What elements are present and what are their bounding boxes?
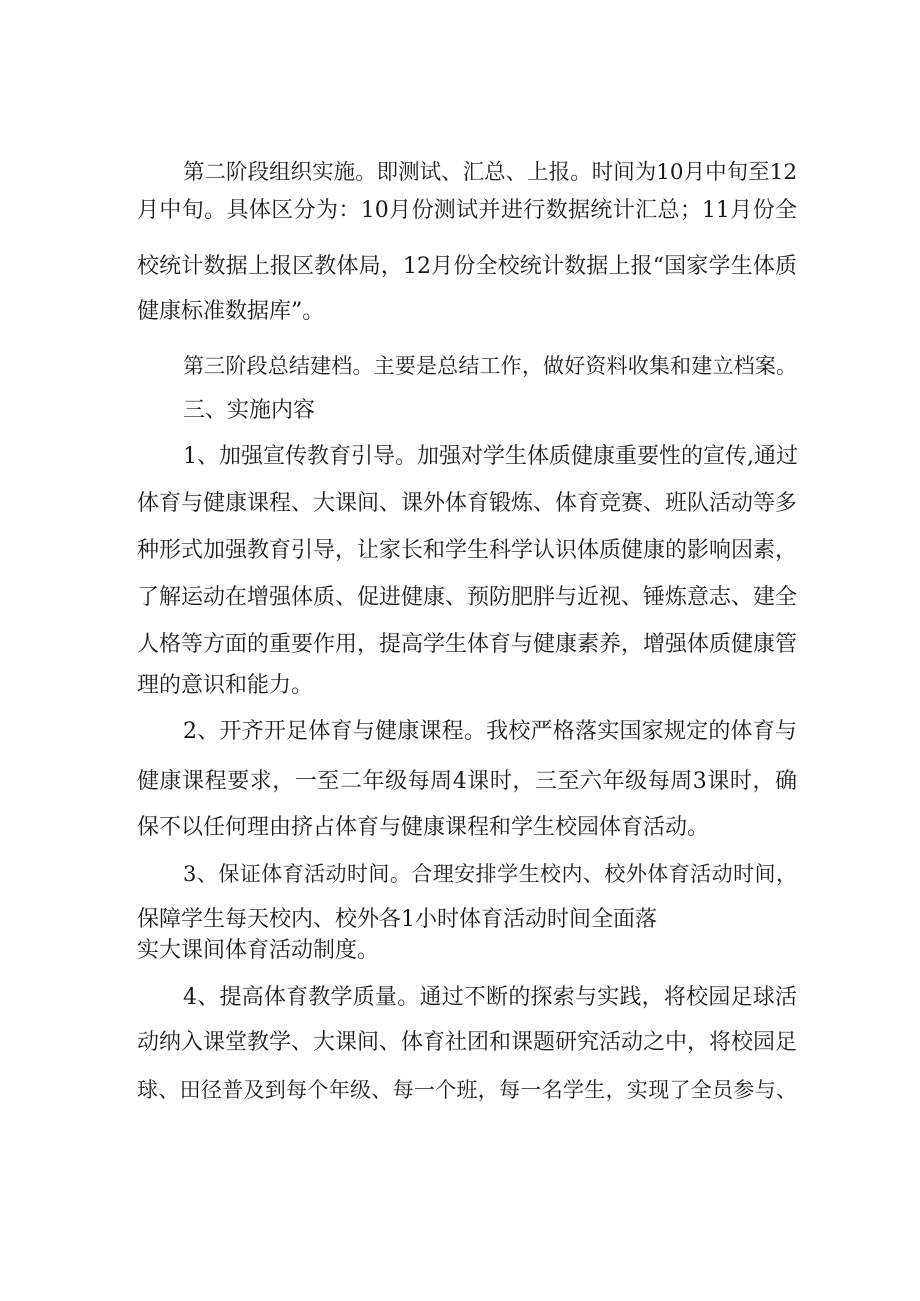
item-4-line-2: 动纳入课堂教学、大课间、体育社团和课题研究活动之中，将校园足 <box>137 1030 798 1055</box>
item-3-line-3: 实大课间体育活动制度。 <box>137 938 380 963</box>
item-1-line-2: 体育与健康课程、大课间、课外体育锻炼、体育竞赛、班队活动等多 <box>137 491 798 516</box>
paragraph-stage2-line-4: 健康标准数据库”。 <box>137 299 325 324</box>
paragraph-stage2-line-2: 月中旬。具体区分为：10月份测试并进行数据统计汇总；11月份全 <box>137 198 797 223</box>
item-2-line-3: 保不以任何理由挤占体育与健康课程和学生校园体育活动。 <box>137 815 710 840</box>
item-2-line-1: 2、开齐开足体育与健康课程。我校严格落实国家规定的体育与 <box>183 719 797 744</box>
paragraph-stage3-line-1: 第三阶段总结建档。主要是总结工作，做好资料收集和建立档案。 <box>183 354 797 378</box>
item-2-line-2: 健康课程要求，一至二年级每周4课时，三至六年级每周3课时，确 <box>137 769 797 794</box>
item-1-line-1: 1、加强宣传教育引导。加强对学生体质健康重要性的宣传,通过 <box>183 444 798 469</box>
item-1-line-3: 种形式加强教育引导，让家长和学生科学认识体质健康的影响因素， <box>137 538 798 563</box>
item-4-line-3: 球、田径普及到每个年级、每一个班，每一名学生，实现了全员参与、 <box>137 1078 797 1102</box>
item-1-line-6: 理的意识和能力。 <box>137 673 314 698</box>
paragraph-stage2-line-3: 校统计数据上报区教体局，12月份全校统计数据上报“国家学生体质 <box>137 254 797 279</box>
item-4-line-1: 4、提高体育教学质量。通过不断的探索与实践，将校园足球活 <box>183 985 797 1010</box>
item-3-line-2: 保障学生每天校内、校外各1小时体育活动时间全面落 <box>137 907 657 932</box>
item-1-line-4: 了解运动在增强体质、促进健康、预防肥胖与近视、锤炼意志、建全 <box>137 585 798 610</box>
section-heading-implementation: 三、实施内容 <box>183 398 316 423</box>
item-1-line-5: 人格等方面的重要作用，提高学生体育与健康素养，增强体质健康管 <box>137 632 798 657</box>
item-3-line-1: 3、保证体育活动时间。合理安排学生校内、校外体育活动时间， <box>183 862 797 886</box>
paragraph-stage2-line-1: 第二阶段组织实施。即测试、汇总、上报。时间为10月中旬至12 <box>183 160 797 185</box>
